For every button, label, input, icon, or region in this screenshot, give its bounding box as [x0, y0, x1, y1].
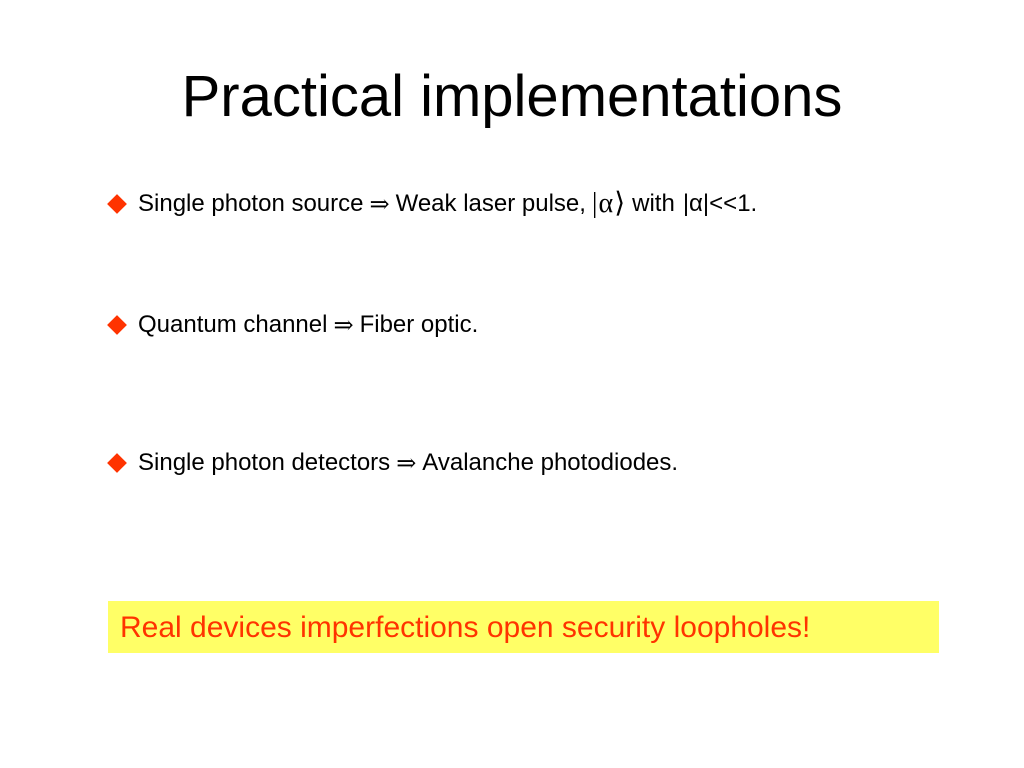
bullet-description: Fiber optic. [359, 311, 479, 338]
diamond-bullet-icon [107, 315, 127, 335]
slide-title: Practical implementations [181, 64, 843, 129]
implies-arrow-icon: ⇒ [369, 190, 390, 218]
bullet-term: Single photon source [138, 190, 364, 217]
bullet-item-quantum-channel [106, 308, 478, 342]
bullet-item-single-photon-detectors [106, 446, 678, 480]
bullet-item-single-photon-source [106, 187, 757, 221]
bullet-term: Single photon detectors [138, 449, 391, 476]
callout-box [108, 601, 939, 653]
bullet-term: Quantum channel [138, 311, 328, 338]
bullet-description: Weak laser pulse, [395, 190, 586, 217]
callout-text: Real devices imperfections open security loopholes! [120, 611, 811, 644]
implies-arrow-icon: ⇒ [333, 311, 354, 339]
bullet-connector: with [632, 190, 675, 217]
diamond-bullet-icon [107, 453, 127, 473]
diamond-bullet-icon [107, 194, 127, 214]
bullet-condition: |α|<<1. [682, 190, 758, 217]
bullet-description: Avalanche photodiodes. [422, 449, 679, 476]
coherent-state-ket: |α⟩ [591, 188, 627, 219]
implies-arrow-icon: ⇒ [396, 449, 417, 477]
